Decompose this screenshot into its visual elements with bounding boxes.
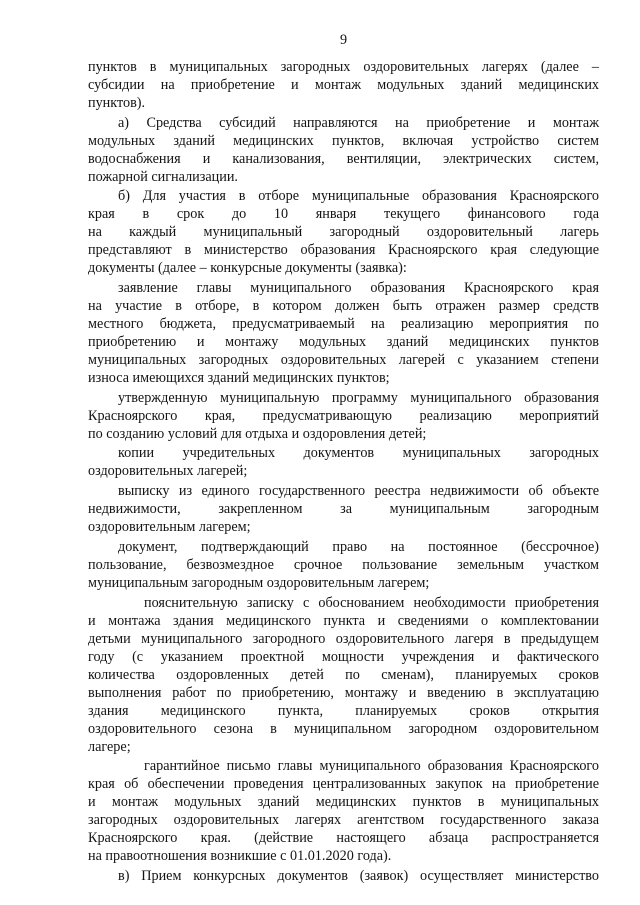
text-line: на участие в отборе, в котором должен быть отражен размер средств bbox=[88, 298, 599, 315]
text-line: детьми муниципального загородного оздоровительного лагеря в предыдущем bbox=[88, 630, 599, 647]
text-line: выполнения работ по приобретению, монтажу и введению в эксплуатацию bbox=[88, 684, 599, 701]
paragraph-a-subsidy-purpose bbox=[88, 114, 599, 186]
text-line: пояснительную записку с обоснованием необходимости приобретения bbox=[144, 594, 599, 611]
text-line: износа имеющихся зданий медицинских пунктов; bbox=[88, 370, 390, 387]
text-line: Красноярского края, предусматривающую реализацию мероприятий bbox=[88, 407, 599, 424]
text-line: пунктов). bbox=[88, 95, 146, 111]
text-line: местного бюджета, предусматриваемый на реализацию мероприятия по bbox=[88, 316, 599, 333]
document-item-charter-copies bbox=[88, 444, 599, 480]
text-line: края в срок до 10 января текущего финансового года bbox=[88, 206, 599, 223]
text-line: документы (далее – конкурсные документы (заявка): bbox=[88, 260, 407, 277]
document-item-guarantee-letter bbox=[88, 757, 599, 865]
document-item-explanatory-note bbox=[88, 594, 599, 756]
text-line: модульных зданий медицинских пунктов, включая устройство систем bbox=[88, 132, 599, 149]
text-line: выписку из единого государственного реестра недвижимости об объекте bbox=[118, 483, 599, 500]
text-line: водоснабжения и канализования, вентиляции, электрических систем, bbox=[88, 150, 599, 167]
paragraph-c-document-acceptance bbox=[88, 867, 599, 885]
paragraph-b-selection-documents bbox=[88, 187, 599, 277]
text-line: приобретению и монтажу модульных зданий медицинских пунктов bbox=[88, 334, 599, 351]
document-body bbox=[88, 58, 599, 885]
text-line: заявление главы муниципального образования Красноярского края bbox=[118, 280, 599, 297]
text-line: лагере; bbox=[88, 738, 131, 755]
text-line: по созданию условий для отдыха и оздоровления детей; bbox=[88, 425, 427, 442]
text-line: загородных оздоровительных лагерях агентством государственного заказа bbox=[88, 812, 599, 829]
text-line: пожарной сигнализации. bbox=[88, 168, 238, 185]
text-line: б) Для участия в отборе муниципальные образования Красноярского bbox=[118, 188, 599, 205]
text-line: края об обеспечении проведения централизованных закупок на приобретение bbox=[88, 776, 599, 793]
text-line: гарантийное письмо главы муниципального образования Красноярского bbox=[144, 758, 599, 775]
text-line: оздоровительного сезона в муниципальном загородном оздоровительном bbox=[88, 720, 599, 737]
document-item-registry-extract bbox=[88, 482, 599, 536]
text-line: муниципальным загородным оздоровительным лагерем; bbox=[88, 574, 430, 591]
text-line: в) Прием конкурсных документов (заявок) осуществляет министерство bbox=[118, 867, 599, 884]
text-line: документ, подтверждающий право на постоянное (бессрочное) bbox=[118, 538, 599, 555]
text-line: году (с указанием проектной мощности учреждения и фактического bbox=[88, 648, 599, 665]
text-line: субсидии на приобретение и монтаж модульных зданий медицинских bbox=[88, 77, 599, 93]
text-line: количества оздоровленных детей по сменам), планируемых сроков bbox=[88, 666, 599, 683]
text-line: утвержденную муниципальную программу муниципального образования bbox=[118, 389, 599, 406]
page-number: 9 bbox=[339, 32, 348, 48]
text-line: на каждый муниципальный загородный оздоровительный лагерь bbox=[88, 224, 599, 241]
text-line: Красноярского края. (действие настоящего абзаца распространяется bbox=[88, 830, 599, 847]
text-line: пользование, безвозмездное срочное пользование земельным участком bbox=[88, 556, 599, 573]
paragraph-continuation bbox=[88, 58, 599, 112]
document-item-application bbox=[88, 279, 599, 387]
text-line: недвижимости, закрепленном за муниципальным загородным bbox=[88, 501, 599, 518]
text-line: и монтажа здания медицинского пункта и сведениями о комплектовании bbox=[88, 612, 599, 629]
document-item-municipal-program bbox=[88, 389, 599, 443]
document-item-land-right bbox=[88, 538, 599, 592]
text-line: на правоотношения возникшие с 01.01.2020 года). bbox=[88, 848, 392, 865]
text-line: и монтаж модульных зданий медицинских пунктов в муниципальных bbox=[88, 794, 599, 811]
text-line: муниципальных загородных оздоровительных лагерей с указанием степени bbox=[88, 352, 599, 369]
text-line: оздоровительных лагерей; bbox=[88, 463, 248, 480]
text-line: здания медицинского пункта, планируемых сроков открытия bbox=[88, 702, 599, 719]
text-line: оздоровительным лагерем; bbox=[88, 519, 251, 536]
text-line: копии учредительных документов муниципальных загородных bbox=[118, 445, 599, 462]
text-line: пунктов в муниципальных загородных оздоровительных лагерях (далее – bbox=[88, 59, 599, 75]
text-line: представляют в министерство образования Красноярского края следующие bbox=[88, 242, 599, 259]
text-line: а) Средства субсидий направляются на приобретение и монтаж bbox=[118, 114, 599, 131]
